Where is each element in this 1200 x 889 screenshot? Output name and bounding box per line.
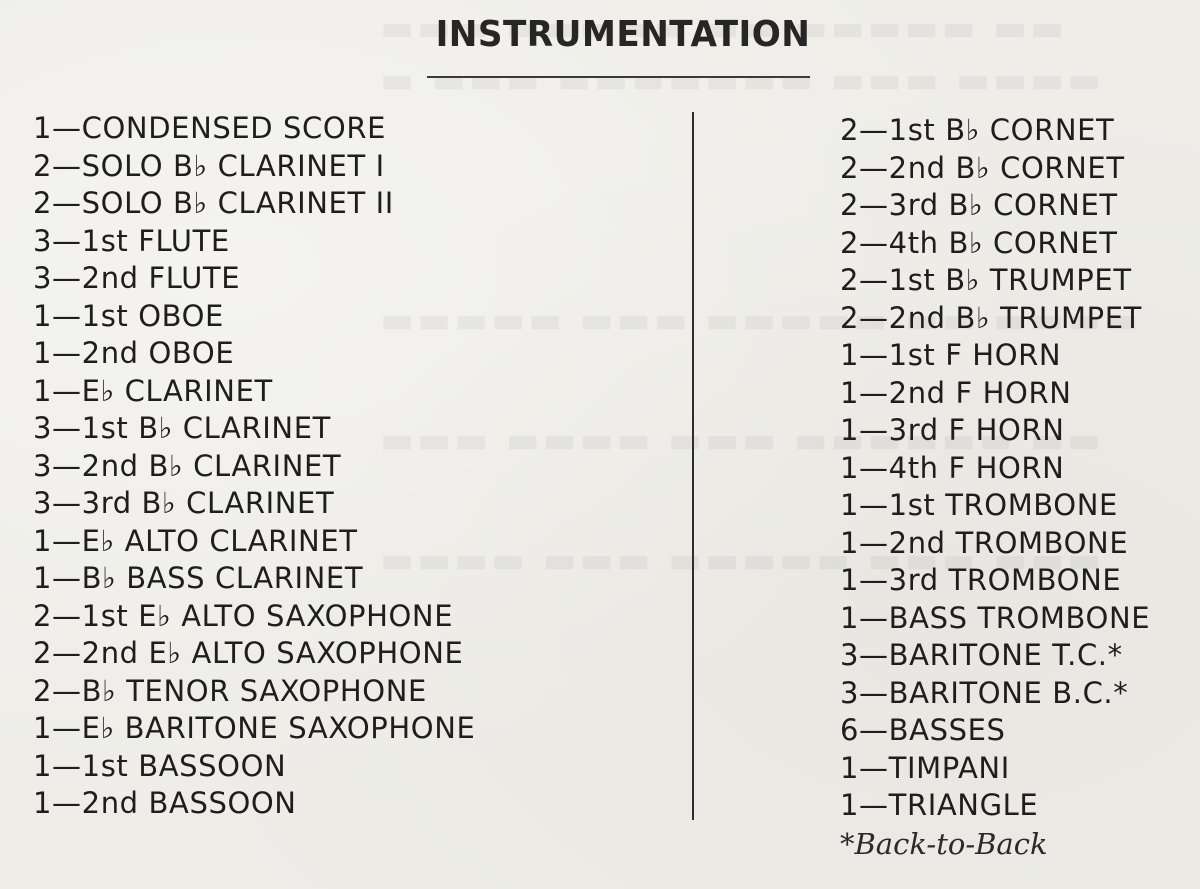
instrument-item: 1—2nd BASSOON: [33, 786, 297, 820]
instrument-item: 1—1st OBOE: [33, 298, 224, 333]
instrument-item: 2—B♭ TENOR SAXOPHONE: [33, 673, 427, 708]
instrument-item: 3—BARITONE B.C.*: [840, 675, 1129, 710]
instrument-item: 1—3rd TROMBONE: [840, 563, 1122, 597]
instrument-item: 1—E♭ CLARINET: [33, 373, 273, 408]
instrument-item: 1—CONDENSED SCORE: [33, 111, 387, 145]
instrument-item: 3—BARITONE T.C.*: [840, 638, 1123, 672]
left-instrument-list: [33, 110, 475, 823]
column-divider: [692, 112, 694, 820]
instrument-item: 2—2nd B♭ CORNET: [840, 150, 1125, 185]
instrument-item: 1—3rd F HORN: [840, 413, 1065, 447]
title-underline: [427, 76, 810, 78]
instrument-item: 2—SOLO B♭ CLARINET I: [33, 148, 385, 183]
instrument-item: 6—BASSES: [840, 713, 1006, 747]
instrument-item: 2—3rd B♭ CORNET: [840, 188, 1118, 222]
instrument-item: 1—B♭ BASS CLARINET: [33, 561, 364, 595]
instrument-item: 1—E♭ BARITONE SAXOPHONE: [33, 711, 476, 745]
instrument-item: 1—TRIANGLE: [840, 788, 1039, 822]
instrument-item: 1—2nd F HORN: [840, 375, 1072, 410]
instrument-item: 1—2nd TROMBONE: [840, 525, 1129, 560]
instrument-item: 2—1st B♭ TRUMPET: [840, 263, 1132, 297]
instrument-item: 1—TIMPANI: [840, 750, 1010, 785]
instrument-item: 2—1st B♭ CORNET: [840, 113, 1115, 147]
instrument-item: 1—1st TROMBONE: [840, 488, 1118, 522]
instrument-item: 3—2nd B♭ CLARINET: [33, 448, 342, 483]
instrument-item: 1—2nd OBOE: [33, 336, 235, 370]
instrument-item: 1—1st BASSOON: [33, 748, 287, 783]
right-instrument-list: [840, 112, 1150, 825]
instrument-item: 2—4th B♭ CORNET: [840, 225, 1118, 260]
instrument-item: 1—4th F HORN: [840, 450, 1065, 485]
instrument-item: 3—1st B♭ CLARINET: [33, 411, 331, 445]
instrument-item: 1—1st F HORN: [840, 338, 1062, 372]
instrument-item: 2—SOLO B♭ CLARINET II: [33, 186, 394, 220]
page-title: INSTRUMENTATION: [435, 14, 811, 55]
instrument-item: 3—3rd B♭ CLARINET: [33, 486, 335, 520]
instrument-item: 1—BASS TROMBONE: [840, 600, 1151, 635]
instrument-item: 2—1st E♭ ALTO SAXOPHONE: [33, 598, 454, 633]
instrument-item: 2—2nd B♭ TRUMPET: [840, 300, 1142, 335]
footnote: *Back-to-Back: [840, 827, 1048, 861]
instrument-item: 3—1st FLUTE: [33, 223, 230, 258]
instrument-item: 1—E♭ ALTO CLARINET: [33, 523, 358, 558]
instrument-item: 3—2nd FLUTE: [33, 261, 241, 295]
instrument-item: 2—2nd E♭ ALTO SAXOPHONE: [33, 636, 464, 670]
